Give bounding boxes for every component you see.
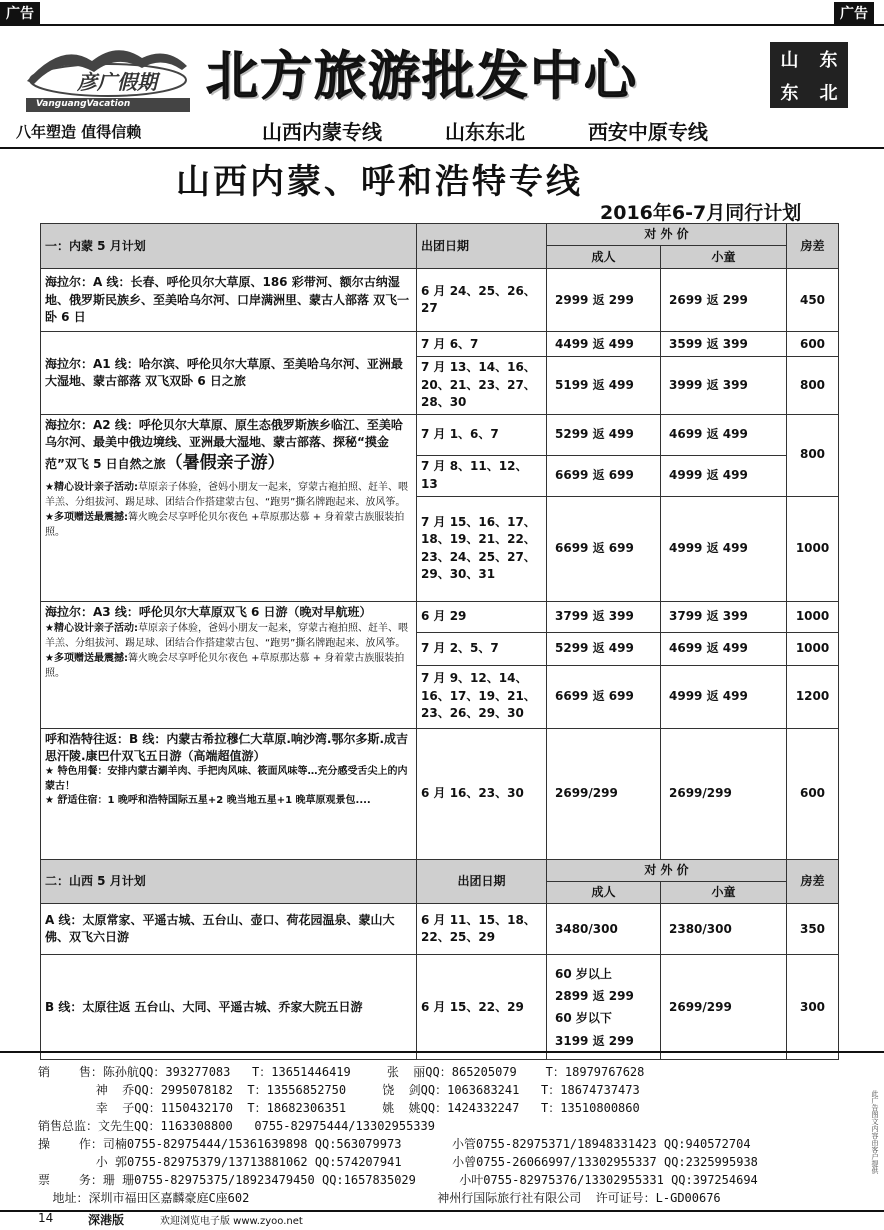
table-row <box>41 904 839 955</box>
section-title: 一：内蒙 5 月计划 <box>41 224 417 269</box>
dates: 6 月 24、25、26、27 <box>417 269 547 332</box>
adult-price: 6699 返 699 <box>547 496 661 601</box>
region-box-char: 东 <box>780 82 799 104</box>
route-name: 山西内蒙专线 <box>262 120 382 144</box>
table-row <box>41 601 839 632</box>
adult-price: 5299 返 499 <box>547 632 661 665</box>
room-diff: 600 <box>787 728 839 859</box>
contact-line: 神 乔QQ：2995078182 T：13556852750 饶 剑QQ：1063683241 T：18674737473 <box>38 1083 640 1097</box>
dates: 7 月 9、12、14、16、17、19、21、23、26、29、30 <box>417 665 547 728</box>
col-adult: 成人 <box>547 881 661 903</box>
room-diff: 800 <box>787 357 839 414</box>
dates: 7 月 15、16、17、18、19、21、22、23、24、25、27、29、30、31 <box>417 496 547 601</box>
child-price: 4699 返 499 <box>661 632 787 665</box>
contact-line: 票 务：珊 珊0755-82975375/18923479450 QQ:1657835029 小叶0755-82975376/13302955331 QQ:397254694 <box>38 1173 758 1187</box>
route-desc <box>41 728 417 859</box>
dates: 7 月 1、6、7 <box>417 414 547 455</box>
activity-note: ★精心设计亲子活动:草原亲子体验，爸妈小朋友一起来，穿蒙古袍拍照、赶羊、喂羊羔、分组拔河、踢足球、团结合作搭建蒙古包、“跑男”撕名牌跑起来、放风筝。 <box>45 622 408 649</box>
adult-price-a: 2899 返 299 <box>555 989 634 1004</box>
route-name: 山东东北 <box>444 120 525 144</box>
child-price: 2699/299 <box>661 728 787 859</box>
route-tag: （暑假亲子游） <box>165 453 285 474</box>
adult-price <box>547 955 661 1060</box>
room-diff: 1000 <box>787 496 839 601</box>
adult-price: 6699 返 699 <box>547 665 661 728</box>
contact-line: 销 售：陈孙航QQ：393277083 T：13651446419 张 丽QQ：865205079 T：18979767628 <box>38 1065 645 1079</box>
child-price: 4999 返 499 <box>661 665 787 728</box>
table-row <box>41 414 839 455</box>
child-price: 3999 返 399 <box>661 357 787 414</box>
activity-note: ★精心设计亲子活动:草原亲子体验，爸妈小朋友一起来，穿蒙古袍拍照、赶羊、喂羊羔、分组拔河、踢足球、团结合作搭建蒙古包、“跑男”撕名牌跑起来、放风筝。 <box>45 481 408 508</box>
brand-logo <box>22 36 192 116</box>
child-price: 4699 返 499 <box>661 414 787 455</box>
child-price: 2699 返 299 <box>661 269 787 332</box>
adult-price: 2999 返 299 <box>547 269 661 332</box>
adult-price: 2699/299 <box>547 728 661 859</box>
room-diff: 1000 <box>787 632 839 665</box>
contact-line: 幸 子QQ：1150432170 T：18682306351 姚 姚QQ：1424332247 T：13510800860 <box>38 1101 640 1115</box>
gift-note: ★多项赠送最震撼:篝火晚会尽享呼伦贝尔夜色 +草原那达慕 + 身着蒙古族服装拍照。 <box>45 511 405 538</box>
adult-price: 3480/300 <box>547 904 661 955</box>
region-box-char: 北 <box>819 82 838 104</box>
plan-table <box>40 223 839 1060</box>
age-label: 60 岁以上 <box>555 966 612 981</box>
route-desc: A 线：太原常家、平遥古城、五台山、壶口、荷花园温泉、蒙山大佛、双飞六日游 <box>41 904 417 955</box>
child-price: 3599 返 399 <box>661 332 787 357</box>
ad-tag-right: 广告 <box>834 2 874 24</box>
contact-line: 小 郭0755-82975379/13713881062 QQ:574207941 小曾0755-26066997/13302955337 QQ:2325995938 <box>38 1155 758 1169</box>
room-diff: 1200 <box>787 665 839 728</box>
col-child: 小童 <box>661 881 787 903</box>
header-rule <box>0 147 884 149</box>
route-text: 呼和浩特往返：B 线：内蒙古希拉穆仁大草原.响沙湾.鄂尔多斯.成吉思汗陵.康巴什双飞五日游（高端超值游） <box>45 731 409 763</box>
region-box-char: 东 <box>819 49 838 71</box>
route-text: 海拉尔：A3 线：呼伦贝尔大草原双飞 6 日游（晚对早航班） <box>45 604 372 619</box>
ad-tag-left: 广告 <box>0 2 40 24</box>
table-row <box>41 332 839 357</box>
food-note: ★ 特色用餐：安排内蒙古涮羊肉、手把肉风味、筱面风味等…充分感受舌尖上的内蒙古！ <box>45 766 408 792</box>
contact-line: 销售总监：文先生QQ：1163308800 0755-82975444/13302955339 <box>38 1119 435 1133</box>
logo-en: VanguangVacation <box>36 99 131 109</box>
region-box-char: 山 <box>780 49 799 71</box>
col-price: 对 外 价 <box>547 859 787 881</box>
slogan: 八年塑造 值得信赖 <box>16 123 142 141</box>
col-room: 房差 <box>787 224 839 269</box>
child-price: 4999 返 499 <box>661 455 787 496</box>
child-price: 2380/300 <box>661 904 787 955</box>
adult-price: 6699 返 699 <box>547 455 661 496</box>
gift-note: ★多项赠送最震撼:篝火晚会尽享呼伦贝尔夜色 +草原那达慕 + 身着蒙古族服装拍照。 <box>45 652 405 679</box>
age-label: 60 岁以下 <box>555 1011 612 1026</box>
room-diff: 450 <box>787 269 839 332</box>
col-room: 房差 <box>787 859 839 904</box>
contact-line: 地址：深圳市福田区嘉麟豪庭C座602 神州行国际旅行社有限公司 许可证号：L-GD00676 <box>38 1191 721 1205</box>
region-box <box>770 42 848 108</box>
table-row <box>41 728 839 859</box>
contact-footer <box>0 1051 884 1212</box>
dates: 6 月 16、23、30 <box>417 728 547 859</box>
page-number: 14 <box>38 1211 54 1225</box>
section-title: 二：山西 5 月计划 <box>41 859 417 904</box>
adult-price-b: 3199 返 299 <box>555 1033 634 1048</box>
route-desc: B 线：太原往返 五台山、大同、平遥古城、乔家大院五日游 <box>41 955 417 1060</box>
adult-price: 3799 返 399 <box>547 601 661 632</box>
main-title: 山西内蒙、呼和浩特专线 <box>176 162 583 202</box>
adult-price: 5299 返 499 <box>547 414 661 455</box>
col-date: 出团日期 <box>417 859 547 904</box>
dates: 6 月 15、22、29 <box>417 955 547 1060</box>
col-adult: 成人 <box>547 246 661 269</box>
room-diff: 600 <box>787 332 839 357</box>
dates: 7 月 6、7 <box>417 332 547 357</box>
dates: 6 月 11、15、18、22、25、29 <box>417 904 547 955</box>
dates: 6 月 29 <box>417 601 547 632</box>
logo-text: 彦广假期 <box>77 70 157 94</box>
route-desc: 海拉尔：A 线：长春、呼伦贝尔大草原、186 彩带河、额尔古纳湿地、俄罗斯民族乡、至美哈乌尔河、口岸满洲里、蒙古人部落 双飞一卧 6 日 <box>41 269 417 332</box>
child-price: 4999 返 499 <box>661 496 787 601</box>
table-header <box>41 224 839 246</box>
route-desc <box>41 414 417 601</box>
col-price: 对 外 价 <box>547 224 787 246</box>
top-rule <box>0 24 884 26</box>
route-name: 西安中原专线 <box>587 120 708 144</box>
dates: 7 月 2、5、7 <box>417 632 547 665</box>
col-date: 出团日期 <box>417 224 547 269</box>
dates: 7 月 8、11、12、13 <box>417 455 547 496</box>
route-text: 海拉尔：A2 线：呼伦贝尔大草原、原生态俄罗斯族乡临江、至美哈乌尔河、最美中俄边境线、亚洲最大湿地、蒙古部落、探秘“摸金范”双飞 5 日自然之旅（暑假亲子游） <box>45 417 403 474</box>
child-price: 2699/299 <box>661 955 787 1060</box>
stay-note: ★ 舒适住宿：1 晚呼和浩特国际五星+2 晚当地五星+1 晚草原观景包.... <box>45 795 371 807</box>
header-routes <box>262 116 708 145</box>
child-price: 3799 返 399 <box>661 601 787 632</box>
dates: 7 月 13、14、16、20、21、23、27、28、30 <box>417 357 547 414</box>
table-row <box>41 269 839 332</box>
header-title: 北方旅游批发中心 <box>206 47 639 107</box>
adult-price: 5199 返 499 <box>547 357 661 414</box>
sub-title: 2016年6-7月同行计划 <box>600 202 802 224</box>
table-header <box>41 859 839 881</box>
edition: 深港版 <box>88 1213 125 1227</box>
room-diff: 300 <box>787 955 839 1060</box>
adult-price: 4499 返 499 <box>547 332 661 357</box>
route-desc: 海拉尔：A1 线：哈尔滨、呼伦贝尔大草原、至美哈乌尔河、亚洲最大湿地、蒙古部落 双飞双卧 6 日之旅 <box>41 332 417 414</box>
route-desc <box>41 601 417 728</box>
web-link[interactable]: 欢迎浏览电子版 www.zyoo.net <box>160 1216 303 1227</box>
contact-line: 操 作：司楠0755-82975444/15361639898 QQ:563079973 小管0755-82975371/18948331423 QQ:940572704 <box>38 1137 751 1151</box>
room-diff: 350 <box>787 904 839 955</box>
side-note: 此广告图文内容由客户提供 <box>871 1090 879 1174</box>
room-diff: 1000 <box>787 601 839 632</box>
table-row <box>41 955 839 1060</box>
room-diff: 800 <box>787 414 839 496</box>
col-child: 小童 <box>661 246 787 269</box>
